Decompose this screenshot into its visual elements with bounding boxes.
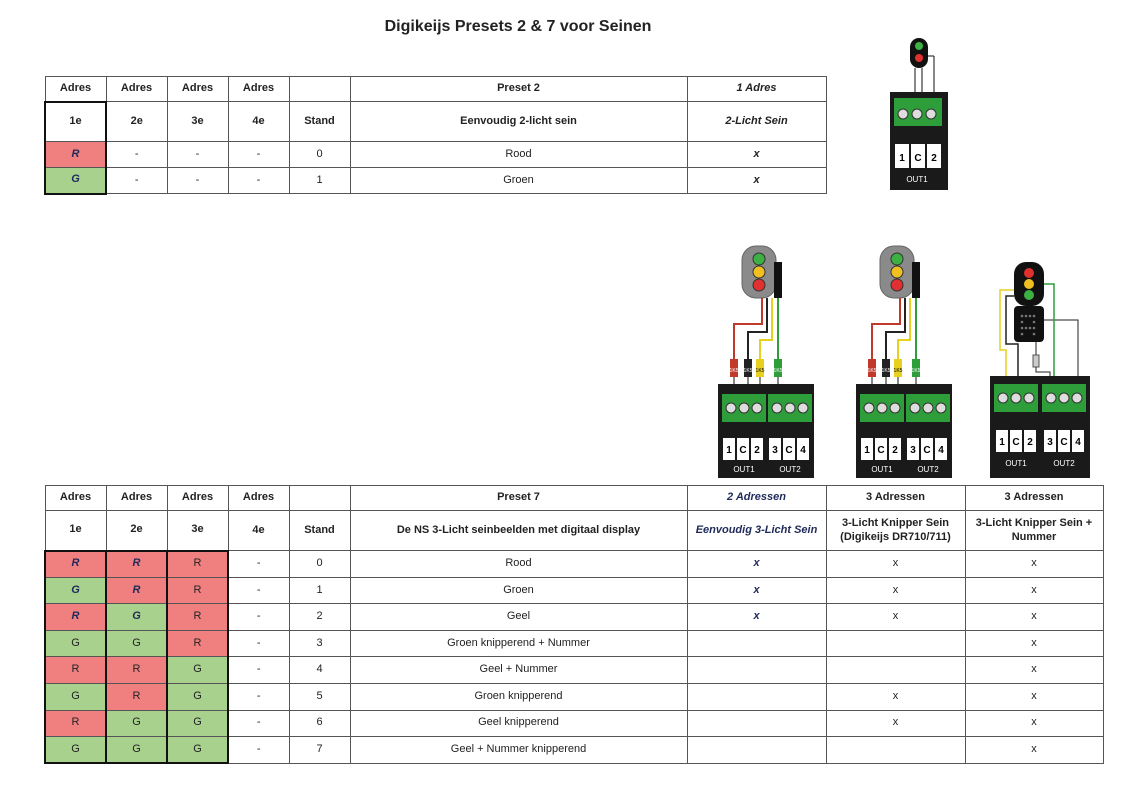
mark-cell xyxy=(687,737,826,764)
stand-cell: 3 xyxy=(289,630,350,657)
addr-cell: G xyxy=(45,168,106,194)
pin-label: C xyxy=(923,445,931,456)
mark-cell: x xyxy=(965,604,1103,631)
pin-label: C xyxy=(785,445,793,456)
addr-cell: G xyxy=(106,737,167,764)
table-row xyxy=(45,577,1103,604)
wire-label: 1K5 xyxy=(867,368,877,374)
addr-cell: - xyxy=(228,168,289,194)
mark-cell xyxy=(826,630,965,657)
pin-label: 1 xyxy=(899,153,905,164)
addr-cell: R xyxy=(106,683,167,710)
addr-cell: R xyxy=(45,142,106,168)
addr-cell: R xyxy=(167,630,228,657)
mark-cell: x xyxy=(965,683,1103,710)
addr-cell: - xyxy=(106,142,167,168)
pin-label: 1 xyxy=(999,437,1005,448)
addr-cell: G xyxy=(45,683,106,710)
addr-cell: G xyxy=(45,577,106,604)
mark-cell: x xyxy=(687,142,826,168)
mark-cell: x xyxy=(687,577,826,604)
pin-label: C xyxy=(877,445,885,456)
desc-cell: Rood xyxy=(350,142,687,168)
addr-cell: - xyxy=(167,168,228,194)
addr-cell: R xyxy=(106,577,167,604)
addr-cell: - xyxy=(228,630,289,657)
out-label: OUT1 xyxy=(906,175,928,184)
empty-header xyxy=(289,77,350,102)
out-label: OUT1 xyxy=(733,465,755,474)
addr-cell: R xyxy=(106,551,167,578)
table-row xyxy=(45,683,1103,710)
wire-label: 1K5 xyxy=(911,368,921,374)
desc-cell: Geel knipperend xyxy=(350,710,687,737)
addr-cell: G xyxy=(106,604,167,631)
pin-label: 2 xyxy=(1027,437,1033,448)
wire-label: 1K5 xyxy=(893,368,903,374)
addr-cell: - xyxy=(106,168,167,194)
addr-col-2e: 2e xyxy=(106,511,167,551)
stand-cell: 2 xyxy=(289,604,350,631)
addr-cell: R xyxy=(167,604,228,631)
addr-cell: - xyxy=(228,577,289,604)
desc-cell: Groen knipperend xyxy=(350,683,687,710)
addr-cell: G xyxy=(106,710,167,737)
pin-label: C xyxy=(914,153,922,164)
empty-header xyxy=(289,486,350,511)
pin-label: 1 xyxy=(864,445,870,456)
pin-label: 3 xyxy=(1047,437,1053,448)
addr-col-4e: 4e xyxy=(228,511,289,551)
addr-cell: - xyxy=(228,737,289,764)
mark-cell xyxy=(826,737,965,764)
table-row xyxy=(45,630,1103,657)
desc-cell: Groen knipperend + Nummer xyxy=(350,630,687,657)
pin-label: C xyxy=(1060,437,1068,448)
stand-header: Stand xyxy=(289,511,350,551)
desc-header: Eenvoudig 2-licht sein xyxy=(350,102,687,142)
mark-cell: x xyxy=(965,710,1103,737)
mark-cell: x xyxy=(687,168,826,194)
adres-header: Adres xyxy=(228,77,289,102)
pin-label: 2 xyxy=(754,445,760,456)
preset-2-table xyxy=(44,76,827,195)
pin-label: 4 xyxy=(938,445,944,456)
mark-cell xyxy=(687,657,826,684)
col-sub-knipper: 3-Licht Knipper Sein (Digikeijs DR710/711) xyxy=(826,511,965,551)
addr-cell: G xyxy=(167,737,228,764)
addr-cell: - xyxy=(228,142,289,168)
mark-cell: x xyxy=(826,577,965,604)
pin-label: 2 xyxy=(892,445,898,456)
stand-cell: 1 xyxy=(289,168,350,194)
addr-cell: R xyxy=(167,577,228,604)
desc-cell: Groen xyxy=(350,577,687,604)
adres-header: Adres xyxy=(167,486,228,511)
mark-cell: x xyxy=(687,604,826,631)
col-header-3-adressen: 3 Adressen xyxy=(826,486,965,511)
stand-cell: 7 xyxy=(289,737,350,764)
desc-cell: Groen xyxy=(350,168,687,194)
mark-cell xyxy=(687,683,826,710)
mark-cell: x xyxy=(965,577,1103,604)
mark-cell xyxy=(687,630,826,657)
pin-label: 3 xyxy=(772,445,778,456)
mark-cell: x xyxy=(965,630,1103,657)
table-row xyxy=(45,657,1103,684)
addr-cell: - xyxy=(167,142,228,168)
extra-sub-header: 2-Licht Sein xyxy=(687,102,826,142)
adres-header: Adres xyxy=(45,77,106,102)
col-header-3-adressen-nummer: 3 Adressen xyxy=(965,486,1103,511)
pin-label: 3 xyxy=(910,445,916,456)
out-label: OUT2 xyxy=(917,465,939,474)
stand-cell: 0 xyxy=(289,551,350,578)
mark-cell: x xyxy=(687,551,826,578)
adres-header: Adres xyxy=(106,77,167,102)
desc-cell: Geel + Nummer xyxy=(350,657,687,684)
mark-cell: x xyxy=(826,683,965,710)
mark-cell xyxy=(687,710,826,737)
out-label: OUT1 xyxy=(871,465,893,474)
addr-col-1e: 1e xyxy=(45,102,106,142)
addr-cell: R xyxy=(45,604,106,631)
stand-cell: 0 xyxy=(289,142,350,168)
table-row xyxy=(45,710,1103,737)
stand-cell: 4 xyxy=(289,657,350,684)
addr-cell: G xyxy=(45,630,106,657)
mark-cell: x xyxy=(826,551,965,578)
addr-col-2e: 2e xyxy=(106,102,167,142)
wire-label: 1K5 xyxy=(729,368,739,374)
col-header-2-adressen: 2 Adressen xyxy=(687,486,826,511)
adres-header: Adres xyxy=(45,486,106,511)
stand-cell: 5 xyxy=(289,683,350,710)
addr-cell: - xyxy=(228,710,289,737)
mark-cell: x xyxy=(826,710,965,737)
preset-header: Preset 2 xyxy=(350,77,687,102)
addr-col-4e: 4e xyxy=(228,102,289,142)
adres-header: Adres xyxy=(167,77,228,102)
col-sub-knipper-nummer: 3-Licht Knipper Sein + Nummer xyxy=(965,511,1103,551)
wire-label: 1K5 xyxy=(755,368,765,374)
addr-cell: - xyxy=(228,551,289,578)
signal-3-light-image-a xyxy=(714,244,816,478)
wire-label: 1K5 xyxy=(743,368,753,374)
addr-cell: R xyxy=(45,657,106,684)
mark-cell: x xyxy=(965,657,1103,684)
out-label: OUT2 xyxy=(1053,459,1075,468)
desc-cell: Geel + Nummer knipperend xyxy=(350,737,687,764)
addr-cell: R xyxy=(45,551,106,578)
wire-label: 1K5 xyxy=(773,368,783,374)
preset-header: Preset 7 xyxy=(350,486,687,511)
addr-cell: R xyxy=(167,551,228,578)
signal-3-light-image-b xyxy=(852,244,954,478)
pin-label: 4 xyxy=(1075,437,1081,448)
wire-label: 1K5 xyxy=(881,368,891,374)
addr-cell: - xyxy=(228,604,289,631)
mark-cell: x xyxy=(965,737,1103,764)
stand-header: Stand xyxy=(289,102,350,142)
mark-cell: x xyxy=(965,551,1103,578)
signal-2-light-image xyxy=(886,36,948,190)
table-row xyxy=(45,604,1103,631)
table-row xyxy=(45,168,826,194)
adres-header: Adres xyxy=(106,486,167,511)
table-row xyxy=(45,551,1103,578)
pin-label: C xyxy=(1012,437,1020,448)
addr-cell: G xyxy=(45,737,106,764)
out-label: OUT2 xyxy=(779,465,801,474)
addr-col-3e: 3e xyxy=(167,102,228,142)
pin-label: 4 xyxy=(800,445,806,456)
pin-label: 1 xyxy=(726,445,732,456)
mark-cell xyxy=(826,657,965,684)
addr-cell: - xyxy=(228,657,289,684)
adres-header: Adres xyxy=(228,486,289,511)
addr-cell: G xyxy=(167,710,228,737)
addr-cell: G xyxy=(106,630,167,657)
addr-cell: R xyxy=(45,710,106,737)
addr-cell: G xyxy=(167,657,228,684)
desc-header: De NS 3-Licht seinbeelden met digitaal display xyxy=(350,511,687,551)
out-label: OUT1 xyxy=(1005,459,1027,468)
addr-cell: G xyxy=(167,683,228,710)
table-row xyxy=(45,737,1103,764)
addr-col-1e: 1e xyxy=(45,511,106,551)
desc-cell: Rood xyxy=(350,551,687,578)
signal-3-light-number-image xyxy=(988,260,1092,478)
stand-cell: 1 xyxy=(289,577,350,604)
pin-label: 2 xyxy=(931,153,937,164)
mark-cell: x xyxy=(826,604,965,631)
addr-col-3e: 3e xyxy=(167,511,228,551)
preset-7-table xyxy=(44,485,1104,764)
table-row xyxy=(45,142,826,168)
desc-cell: Geel xyxy=(350,604,687,631)
pin-label: C xyxy=(739,445,747,456)
stand-cell: 6 xyxy=(289,710,350,737)
page-title: Digikeijs Presets 2 & 7 voor Seinen xyxy=(384,18,652,35)
col-sub-eenvoudig: Eenvoudig 3-Licht Sein xyxy=(687,511,826,551)
addr-cell: R xyxy=(106,657,167,684)
addr-cell: - xyxy=(228,683,289,710)
extra-header: 1 Adres xyxy=(687,77,826,102)
